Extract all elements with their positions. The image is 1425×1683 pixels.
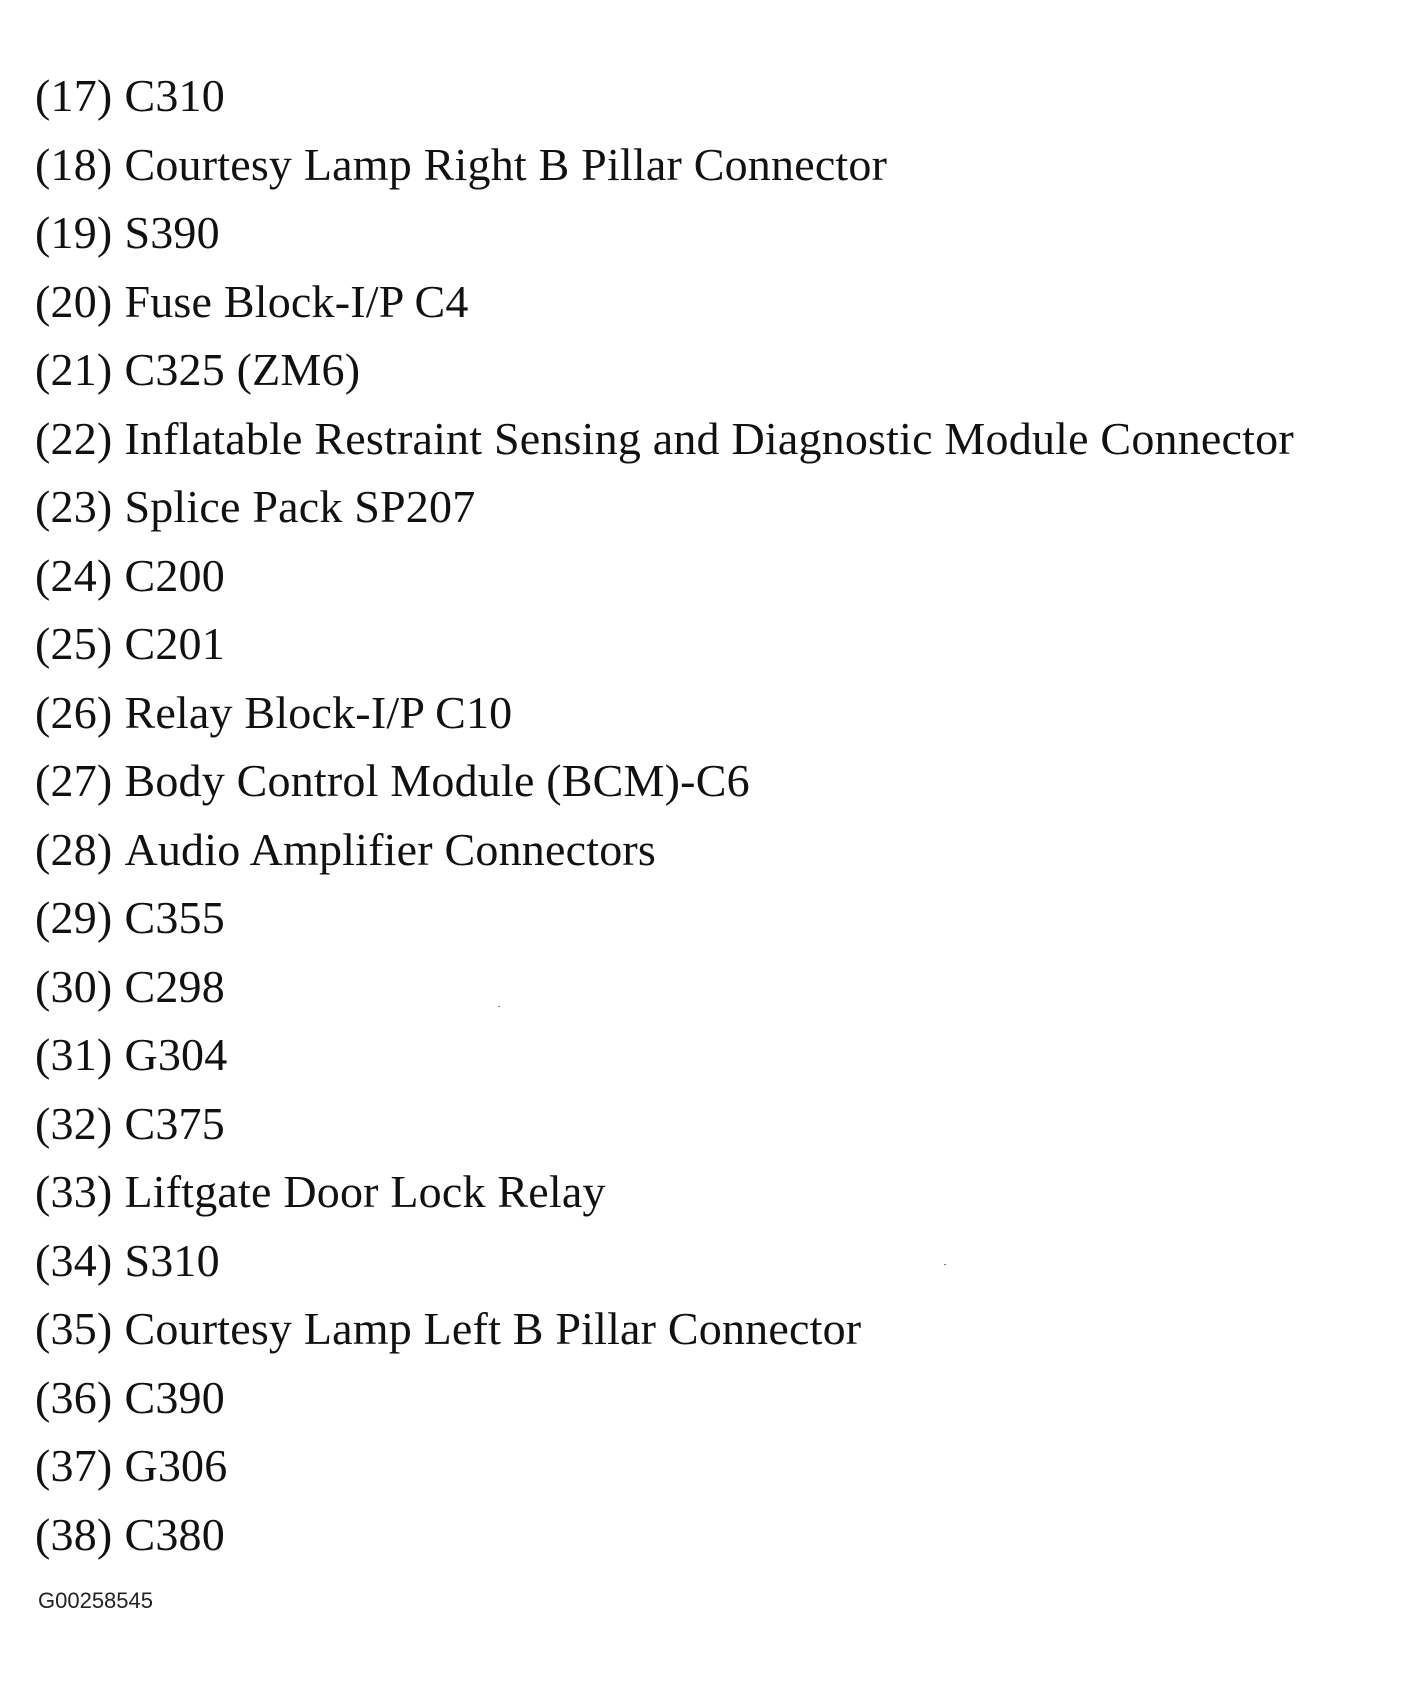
legend-item bbox=[35, 1432, 1415, 1501]
legend-item bbox=[35, 1364, 1415, 1433]
legend-item-label: Fuse Block-I/P C4 bbox=[124, 275, 469, 327]
legend-item-label: C355 bbox=[124, 892, 225, 943]
legend-item bbox=[35, 405, 1415, 474]
legend-item bbox=[35, 1227, 1415, 1296]
legend-item bbox=[35, 610, 1415, 679]
component-legend-list bbox=[35, 62, 1415, 1569]
legend-item-label: Audio Amplifier Connectors bbox=[124, 823, 657, 875]
legend-item-label: C310 bbox=[124, 70, 225, 121]
legend-item bbox=[35, 542, 1415, 611]
legend-item bbox=[35, 131, 1415, 200]
legend-item-label: Courtesy Lamp Right B Pillar Connector bbox=[124, 138, 888, 190]
legend-item-number: (29) bbox=[35, 892, 113, 943]
legend-item-number: (35) bbox=[35, 1303, 113, 1354]
legend-item-number: (30) bbox=[35, 960, 113, 1012]
legend-item-label: Relay Block-I/P C10 bbox=[124, 686, 513, 738]
legend-item-label: Splice Pack SP207 bbox=[124, 481, 476, 532]
legend-item-label: Courtesy Lamp Left B Pillar Connector bbox=[124, 1303, 862, 1354]
legend-item bbox=[35, 884, 1415, 953]
legend-item-number: (21) bbox=[35, 344, 113, 395]
legend-item bbox=[35, 816, 1415, 885]
legend-item-label: C380 bbox=[124, 1508, 225, 1560]
legend-item-label: C390 bbox=[124, 1371, 225, 1423]
legend-item-number: (18) bbox=[35, 138, 113, 190]
legend-item bbox=[35, 953, 1415, 1022]
legend-item-label: C200 bbox=[124, 549, 225, 601]
legend-item-number: (24) bbox=[35, 549, 113, 601]
legend-item-label: S310 bbox=[124, 1234, 220, 1286]
legend-item-label: Inflatable Restraint Sensing and Diagnostic Module Connector bbox=[124, 412, 1294, 464]
legend-item-number: (20) bbox=[35, 275, 113, 327]
legend-item bbox=[35, 1090, 1415, 1159]
scan-speck bbox=[498, 1006, 500, 1007]
legend-item-label: Body Control Module (BCM)-C6 bbox=[124, 755, 750, 806]
legend-item-number: (28) bbox=[35, 823, 113, 875]
legend-item-number: (22) bbox=[35, 412, 113, 464]
legend-item bbox=[35, 679, 1415, 748]
legend-item-number: (17) bbox=[35, 70, 113, 121]
legend-item-number: (19) bbox=[35, 207, 113, 258]
legend-item-number: (36) bbox=[35, 1371, 113, 1423]
legend-item-number: (37) bbox=[35, 1440, 113, 1491]
legend-item bbox=[35, 336, 1415, 405]
legend-item-number: (26) bbox=[35, 686, 113, 738]
legend-item-number: (33) bbox=[35, 1166, 113, 1217]
figure-id: G00258545 bbox=[38, 1588, 153, 1613]
legend-item bbox=[35, 1158, 1415, 1227]
legend-item bbox=[35, 268, 1415, 337]
legend-item-label: C201 bbox=[124, 618, 225, 669]
legend-item-number: (23) bbox=[35, 481, 113, 532]
legend-item-label: G306 bbox=[124, 1440, 228, 1491]
legend-item bbox=[35, 1501, 1415, 1570]
legend-item bbox=[35, 747, 1415, 816]
legend-item bbox=[35, 199, 1415, 268]
legend-item-number: (34) bbox=[35, 1234, 113, 1286]
legend-item-label: G304 bbox=[124, 1029, 228, 1080]
legend-item bbox=[35, 62, 1415, 131]
legend-item bbox=[35, 1295, 1415, 1364]
legend-item-number: (25) bbox=[35, 618, 113, 669]
legend-item-label: C375 bbox=[124, 1097, 225, 1149]
legend-item-number: (27) bbox=[35, 755, 113, 806]
scan-speck bbox=[944, 1264, 946, 1265]
legend-item-label: S390 bbox=[124, 207, 220, 258]
legend-item-number: (31) bbox=[35, 1029, 113, 1080]
legend-item bbox=[35, 1021, 1415, 1090]
legend-item bbox=[35, 473, 1415, 542]
legend-item-label: C325 (ZM6) bbox=[124, 344, 361, 395]
legend-item-number: (38) bbox=[35, 1508, 113, 1560]
legend-item-label: C298 bbox=[124, 960, 225, 1012]
legend-item-number: (32) bbox=[35, 1097, 113, 1149]
legend-item-label: Liftgate Door Lock Relay bbox=[124, 1166, 606, 1217]
